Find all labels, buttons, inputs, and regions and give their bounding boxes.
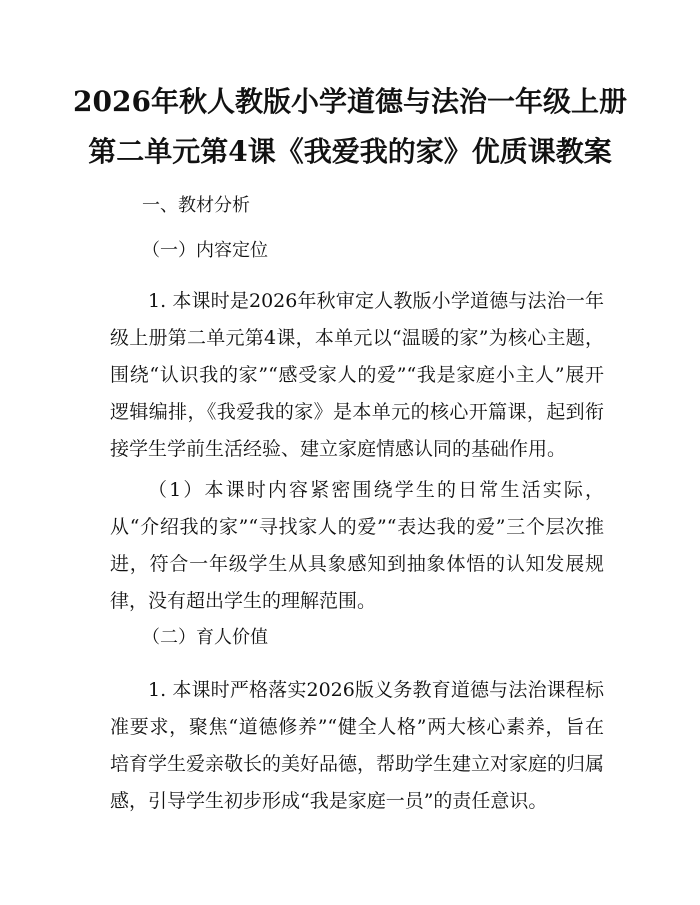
section-heading-materials-analysis: 一、教材分析 bbox=[142, 195, 250, 216]
paragraph-content-structure: （1）本课时内容紧密围绕学生的日常生活实际，从“介绍我的家”“寻找家人的爱”“表达我的爱”三个层次推进，符合一年级学生从具象感知到抽象体悟的认知发展规律，没有超出学生的理解范围。 bbox=[110, 479, 604, 612]
subsection-heading-content-positioning: （一）内容定位 bbox=[142, 240, 268, 261]
subsection-heading-educational-value: （二）育人价值 bbox=[142, 627, 268, 648]
paragraph-lesson-positioning: 1. 本课时是2026年秋审定人教版小学道德与法治一年级上册第二单元第4课，本单元以“温暖的家”为核心主题，围绕“认识我的家”“感受家人的爱”“我是家庭小主人”展开逻辑编排，《我爱我的家》是本单元的核心开篇课，起到衔接学生学前生活经验、建立家庭情感认同的基础作用。 bbox=[110, 290, 604, 460]
document-title-line-2: 第二单元第4课《我爱我的家》优质课教案 bbox=[88, 135, 612, 168]
paragraph-educational-value: 1. 本课时严格落实2026版义务教育道德与法治课程标准要求，聚焦“道德修养”“健全人格”两大核心素养，旨在培育学生爱亲敬长的美好品德，帮助学生建立对家庭的归属感，引导学生初步形成“我是家庭一员”的责任意识。 bbox=[110, 679, 605, 812]
document-title-line-1: 2026年秋人教版小学道德与法治一年级上册 bbox=[73, 85, 627, 118]
